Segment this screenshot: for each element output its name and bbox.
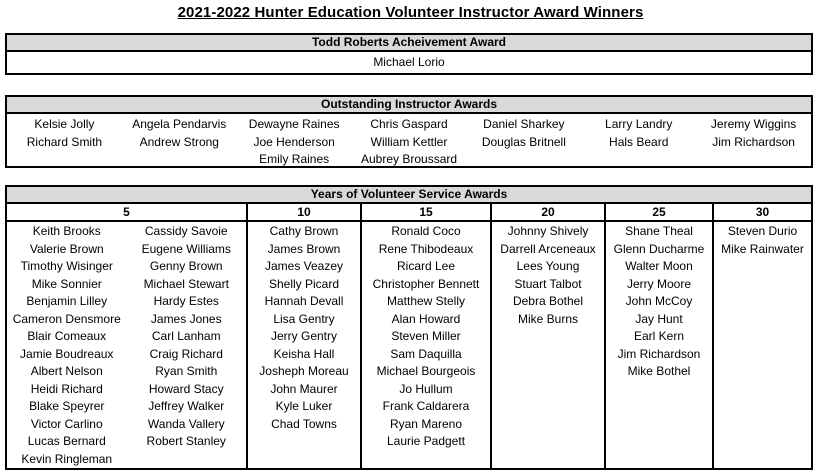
award-winner-name: Joe Henderson (253, 134, 335, 149)
award-winner-name: Blake Speyrer (29, 399, 105, 413)
award-winner-name: Kyle Luker (275, 399, 333, 413)
award-winner-name: James Veazey (264, 259, 344, 273)
award-winner-name: Alan Howard (391, 311, 461, 326)
years-5-right-list (127, 222, 247, 468)
award-winner-name: Ryan Smith (155, 364, 218, 378)
award-winner-name: Darrell Arceneaux (500, 241, 596, 256)
award-winner-name: Jim Richardson (712, 134, 795, 149)
years-column-header: 15 (361, 204, 491, 221)
award-winner-name: Steven Durio (727, 224, 798, 238)
award-winner-name: Frank Caldarera (382, 399, 470, 413)
award-winner-name: Hals Beard (609, 134, 669, 149)
award-winner-name: Walter Moon (625, 259, 693, 273)
todd-roberts-award-box (5, 33, 813, 75)
award-winner-name: Emily Raines (259, 152, 330, 166)
award-winner-name: Wanda Vallery (147, 416, 225, 431)
award-winner-name: Victor Carlino (30, 416, 103, 431)
award-winner-name: Sam Daquilla (390, 346, 462, 361)
outstanding-column (466, 116, 581, 169)
award-winner-name: James Jones (150, 311, 222, 326)
award-winner-name: Matthew Stelly (386, 294, 466, 308)
years-header-row (7, 204, 811, 221)
award-winner-name: Michael Stewart (143, 276, 229, 291)
years-cell-15 (361, 221, 491, 468)
award-winner-name: Shane Theal (625, 224, 693, 238)
award-winner-name: Michael Bourgeois (376, 364, 476, 378)
award-winner-name: Jim Richardson (617, 346, 701, 361)
years-5-left-list (7, 222, 127, 468)
award-winner-name: Heidi Richard (30, 381, 103, 396)
award-winner-name: Blair Comeaux (27, 329, 107, 343)
years-column-header: 30 (713, 204, 811, 221)
outstanding-instructor-awards-header: Outstanding Instructor Awards (7, 97, 811, 114)
award-winner-name: Hardy Estes (153, 294, 219, 308)
award-winner-name: Cameron Densmore (12, 311, 121, 326)
award-winner-name: Andrew Strong (139, 134, 219, 149)
award-winner-name: Steven Miller (391, 329, 461, 343)
award-winner-name: Jerry Gentry (270, 329, 337, 343)
award-winner-name: Jerry Moore (626, 276, 691, 291)
award-winner-name: Lucas Bernard (27, 434, 106, 448)
award-winner-name: Keith Brooks (32, 224, 101, 238)
award-winner-name: Aubrey Broussard (360, 152, 458, 166)
award-winner-name: Douglas Britnell (481, 134, 566, 149)
award-winner-name: Jeffrey Walker (148, 399, 225, 413)
years-of-service-awards-header: Years of Volunteer Service Awards (7, 187, 811, 204)
award-winner-name: Kevin Ringleman (21, 451, 113, 466)
page-title: 2021-2022 Hunter Education Volunteer Instructor Award Winners (177, 4, 644, 21)
award-winner-name: Ronald Coco (391, 224, 461, 238)
award-winner-name: Christopher Bennett (372, 276, 480, 291)
award-winner-name: Ryan Mareno (389, 416, 463, 431)
award-winner-name: James Brown (267, 241, 341, 256)
award-winner-name: Mike Rainwater (721, 241, 804, 256)
award-winner-name: Jay Hunt (635, 311, 683, 326)
years-of-service-awards-box (5, 185, 813, 470)
award-winner-name: Mike Burns (517, 311, 579, 326)
award-winner-name: Keisha Hall (273, 346, 335, 361)
award-winner-name: Hannah Devall (264, 294, 344, 308)
outstanding-column (7, 116, 122, 169)
award-winner-name: Jo Hullum (399, 381, 453, 396)
years-15-list (362, 222, 490, 451)
outstanding-column (581, 116, 696, 169)
award-winner-name: Robert Stanley (146, 434, 226, 448)
years-10-list (248, 222, 360, 433)
award-winner-name: Craig Richard (149, 346, 223, 361)
award-winner-name: Lees Young (516, 259, 580, 273)
years-25-list (606, 222, 712, 381)
award-winner-name: Shelly Picard (268, 276, 340, 291)
award-winner-name: Chad Towns (271, 416, 337, 431)
award-winner-name: John McCoy (625, 294, 693, 308)
award-winner-name: Angela Pendarvis (132, 117, 227, 131)
outstanding-column (696, 116, 811, 169)
years-column-header: 5 (7, 204, 247, 221)
award-winner-name: William Kettler (370, 134, 448, 149)
years-30-list (714, 222, 811, 258)
todd-roberts-award-header: Todd Roberts Acheivement Award (7, 35, 811, 52)
award-winner-name: Genny Brown (149, 259, 223, 273)
award-winner-name: Jeremy Wiggins (710, 117, 797, 131)
years-of-service-table (7, 204, 811, 468)
award-winner-name: Laurie Padgett (386, 434, 466, 448)
years-cell-10 (247, 221, 361, 468)
award-winner-name: Josheph Moreau (259, 364, 349, 378)
outstanding-column (122, 116, 237, 169)
years-cell-20 (491, 221, 605, 468)
years-20-list (492, 222, 604, 328)
award-winner-name: Chris Gaspard (370, 117, 448, 131)
award-winner-name: Daniel Sharkey (483, 117, 565, 131)
award-winner-name: Stuart Talbot (514, 276, 582, 291)
award-winner-name: Eugene Williams (141, 241, 231, 256)
award-winner-name: Ricard Lee (396, 259, 456, 273)
years-column-header: 10 (247, 204, 361, 221)
outstanding-instructor-awards-box (5, 95, 813, 168)
award-winner-name: Johnny Shively (507, 224, 589, 238)
award-winner-name: Dewayne Raines (248, 117, 340, 131)
years-cell-30 (713, 221, 811, 468)
award-winner-name: Kelsie Jolly (34, 117, 95, 131)
award-winner-name: Rene Thibodeaux (378, 241, 474, 256)
outstanding-column (352, 116, 467, 169)
award-winner-name: Howard Stacy (148, 381, 224, 396)
years-column-header: 20 (491, 204, 605, 221)
award-winner-name: Cathy Brown (269, 224, 339, 238)
years-cell-25 (605, 221, 713, 468)
award-winner-name: Mike Sonnier (31, 276, 102, 291)
award-winner-name: Larry Landry (605, 117, 673, 131)
outstanding-instructor-grid (7, 114, 811, 169)
award-winner-name: Lisa Gentry (273, 311, 335, 326)
todd-roberts-award-winner: Michael Lorio (373, 55, 445, 69)
years-column-header: 25 (605, 204, 713, 221)
years-body-row (7, 221, 811, 468)
award-winner-name: Carl Lanham (151, 329, 221, 343)
award-winner-name: Glenn Ducharme (613, 241, 705, 256)
award-winner-name: Mike Bothel (627, 364, 691, 378)
award-winner-name: Earl Kern (633, 329, 685, 343)
award-winner-name: Timothy Wisinger (20, 259, 113, 273)
award-winner-name: Albert Nelson (30, 364, 103, 378)
award-winner-name: Richard Smith (26, 134, 103, 149)
award-winner-name: Valerie Brown (29, 241, 104, 256)
award-winner-name: Cassidy Savoie (144, 224, 228, 238)
award-winner-name: John Maurer (270, 381, 338, 396)
years-cell-5 (7, 221, 247, 468)
outstanding-column (237, 116, 352, 169)
award-winner-name: Benjamin Lilley (26, 294, 108, 308)
award-winner-name: Debra Bothel (512, 294, 584, 308)
award-winner-name: Jamie Boudreaux (20, 346, 114, 361)
